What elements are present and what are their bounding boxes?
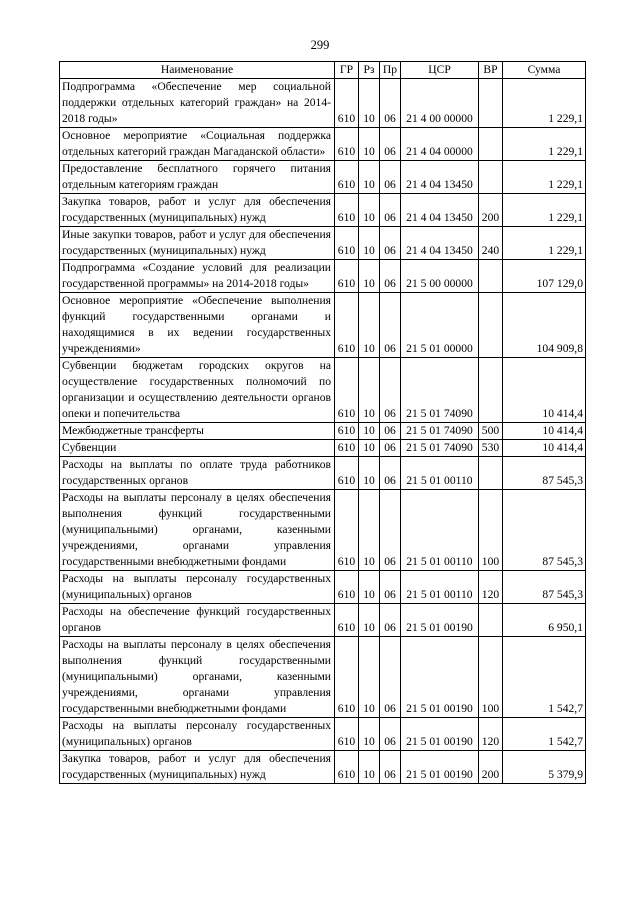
row-csr: 21 5 01 00190 — [401, 637, 479, 718]
row-csr: 21 5 01 74090 — [401, 358, 479, 423]
row-sum: 104 909,8 — [503, 293, 586, 358]
table-row — [60, 128, 586, 161]
row-rz: 10 — [359, 128, 380, 161]
row-gr: 610 — [335, 423, 359, 440]
row-sum: 10 414,4 — [503, 440, 586, 457]
row-sum: 10 414,4 — [503, 358, 586, 423]
row-pr: 06 — [380, 79, 401, 128]
row-csr: 21 5 01 00190 — [401, 604, 479, 637]
table-row — [60, 260, 586, 293]
header-rz: Рз — [359, 62, 380, 79]
table-row — [60, 571, 586, 604]
row-sum: 6 950,1 — [503, 604, 586, 637]
row-gr: 610 — [335, 227, 359, 260]
row-name: Расходы на обеспечение функций государственных органов — [60, 604, 335, 637]
row-sum: 1 229,1 — [503, 227, 586, 260]
table-row — [60, 751, 586, 784]
table-row — [60, 423, 586, 440]
row-csr: 21 5 01 00110 — [401, 490, 479, 571]
row-gr: 610 — [335, 751, 359, 784]
row-gr: 610 — [335, 571, 359, 604]
row-pr: 06 — [380, 490, 401, 571]
row-vr — [479, 128, 503, 161]
table-row — [60, 718, 586, 751]
row-rz: 10 — [359, 440, 380, 457]
row-sum: 10 414,4 — [503, 423, 586, 440]
row-rz: 10 — [359, 194, 380, 227]
table-body — [60, 79, 586, 784]
row-gr: 610 — [335, 293, 359, 358]
row-pr: 06 — [380, 604, 401, 637]
row-sum: 1 229,1 — [503, 161, 586, 194]
row-csr: 21 4 04 13450 — [401, 161, 479, 194]
row-gr: 610 — [335, 128, 359, 161]
row-pr: 06 — [380, 358, 401, 423]
row-name: Расходы на выплаты персоналу в целях обеспечения выполнения функций государственными (муниципальными) органами, казенными учреждениями, органами управления государственными внебюджетными фондами — [60, 637, 335, 718]
table-row — [60, 161, 586, 194]
table-row — [60, 358, 586, 423]
row-csr: 21 5 01 00190 — [401, 751, 479, 784]
row-vr — [479, 161, 503, 194]
row-pr: 06 — [380, 293, 401, 358]
row-csr: 21 5 01 00000 — [401, 293, 479, 358]
row-rz: 10 — [359, 161, 380, 194]
table-header-row — [60, 62, 586, 79]
row-name: Расходы на выплаты по оплате труда работников государственных органов — [60, 457, 335, 490]
row-rz: 10 — [359, 490, 380, 571]
row-pr: 06 — [380, 423, 401, 440]
row-rz: 10 — [359, 293, 380, 358]
row-sum: 87 545,3 — [503, 571, 586, 604]
row-csr: 21 5 01 74090 — [401, 423, 479, 440]
row-name: Расходы на выплаты персоналу государственных (муниципальных) органов — [60, 718, 335, 751]
table-row — [60, 604, 586, 637]
row-csr: 21 5 01 00190 — [401, 718, 479, 751]
row-vr: 500 — [479, 423, 503, 440]
row-name: Межбюджетные трансферты — [60, 423, 335, 440]
row-csr: 21 4 00 00000 — [401, 79, 479, 128]
row-vr: 240 — [479, 227, 503, 260]
row-pr: 06 — [380, 751, 401, 784]
row-name: Закупка товаров, работ и услуг для обеспечения государственных (муниципальных) нужд — [60, 751, 335, 784]
budget-table — [59, 61, 586, 784]
row-gr: 610 — [335, 260, 359, 293]
row-csr: 21 4 04 13450 — [401, 227, 479, 260]
row-name: Предоставление бесплатного горячего питания отдельным категориям граждан — [60, 161, 335, 194]
row-csr: 21 5 01 74090 — [401, 440, 479, 457]
row-pr: 06 — [380, 128, 401, 161]
header-gr: ГР — [335, 62, 359, 79]
header-pr: Пр — [380, 62, 401, 79]
row-pr: 06 — [380, 260, 401, 293]
header-csr: ЦСР — [401, 62, 479, 79]
row-gr: 610 — [335, 194, 359, 227]
row-sum: 1 542,7 — [503, 718, 586, 751]
row-pr: 06 — [380, 227, 401, 260]
row-csr: 21 5 00 00000 — [401, 260, 479, 293]
row-vr: 200 — [479, 751, 503, 784]
row-gr: 610 — [335, 161, 359, 194]
row-vr: 200 — [479, 194, 503, 227]
table-row — [60, 490, 586, 571]
row-rz: 10 — [359, 571, 380, 604]
row-pr: 06 — [380, 718, 401, 751]
row-sum: 5 379,9 — [503, 751, 586, 784]
row-sum: 1 229,1 — [503, 79, 586, 128]
row-gr: 610 — [335, 637, 359, 718]
row-sum: 1 229,1 — [503, 194, 586, 227]
row-vr — [479, 79, 503, 128]
row-name: Подпрограмма «Создание условий для реализации государственной программы» на 2014-2018 годы» — [60, 260, 335, 293]
row-pr: 06 — [380, 440, 401, 457]
row-vr — [479, 457, 503, 490]
row-gr: 610 — [335, 604, 359, 637]
row-rz: 10 — [359, 358, 380, 423]
row-rz: 10 — [359, 79, 380, 128]
row-vr: 100 — [479, 490, 503, 571]
row-vr — [479, 358, 503, 423]
row-pr: 06 — [380, 161, 401, 194]
row-sum: 1 542,7 — [503, 637, 586, 718]
row-sum: 1 229,1 — [503, 128, 586, 161]
row-name: Основное мероприятие «Социальная поддержка отдельных категорий граждан Магаданской области» — [60, 128, 335, 161]
row-csr: 21 5 01 00110 — [401, 571, 479, 604]
row-gr: 610 — [335, 358, 359, 423]
row-gr: 610 — [335, 457, 359, 490]
header-name: Наименование — [60, 62, 335, 79]
table-row — [60, 194, 586, 227]
row-vr — [479, 260, 503, 293]
row-gr: 610 — [335, 440, 359, 457]
row-sum: 87 545,3 — [503, 490, 586, 571]
row-vr: 530 — [479, 440, 503, 457]
table-row — [60, 79, 586, 128]
row-pr: 06 — [380, 637, 401, 718]
row-name: Иные закупки товаров, работ и услуг для обеспечения государственных (муниципальных) нужд — [60, 227, 335, 260]
row-sum: 107 129,0 — [503, 260, 586, 293]
row-pr: 06 — [380, 571, 401, 604]
table-row — [60, 227, 586, 260]
row-vr — [479, 604, 503, 637]
row-gr: 610 — [335, 718, 359, 751]
row-vr: 120 — [479, 718, 503, 751]
row-rz: 10 — [359, 260, 380, 293]
row-name: Субвенции бюджетам городских округов на осуществление государственных полномочий по организации и осуществлению деятельности органов опеки и попечительства — [60, 358, 335, 423]
row-rz: 10 — [359, 751, 380, 784]
row-name: Расходы на выплаты персоналу в целях обеспечения выполнения функций государственными (муниципальными) органами, казенными учреждениями, органами управления государственными внебюджетными фондами — [60, 490, 335, 571]
row-csr: 21 5 01 00110 — [401, 457, 479, 490]
row-name: Основное мероприятие «Обеспечение выполнения функций государственными органами и находящимися в их ведении государственных учреждениями» — [60, 293, 335, 358]
row-vr: 100 — [479, 637, 503, 718]
header-sum: Сумма — [503, 62, 586, 79]
row-rz: 10 — [359, 718, 380, 751]
row-rz: 10 — [359, 637, 380, 718]
table-row — [60, 293, 586, 358]
page-number: 299 — [310, 38, 330, 52]
row-name: Расходы на выплаты персоналу государственных (муниципальных) органов — [60, 571, 335, 604]
row-gr: 610 — [335, 79, 359, 128]
row-csr: 21 4 04 13450 — [401, 194, 479, 227]
row-rz: 10 — [359, 423, 380, 440]
row-name: Субвенции — [60, 440, 335, 457]
row-name: Подпрограмма «Обеспечение мер социальной поддержки отдельных категорий граждан» на 2014-2018 годы» — [60, 79, 335, 128]
table-row — [60, 457, 586, 490]
row-rz: 10 — [359, 227, 380, 260]
row-vr: 120 — [479, 571, 503, 604]
row-pr: 06 — [380, 457, 401, 490]
row-rz: 10 — [359, 457, 380, 490]
row-rz: 10 — [359, 604, 380, 637]
header-vr: ВР — [479, 62, 503, 79]
table-row — [60, 440, 586, 457]
row-vr — [479, 293, 503, 358]
row-pr: 06 — [380, 194, 401, 227]
row-gr: 610 — [335, 490, 359, 571]
row-sum: 87 545,3 — [503, 457, 586, 490]
table-row — [60, 637, 586, 718]
row-csr: 21 4 04 00000 — [401, 128, 479, 161]
row-name: Закупка товаров, работ и услуг для обеспечения государственных (муниципальных) нужд — [60, 194, 335, 227]
